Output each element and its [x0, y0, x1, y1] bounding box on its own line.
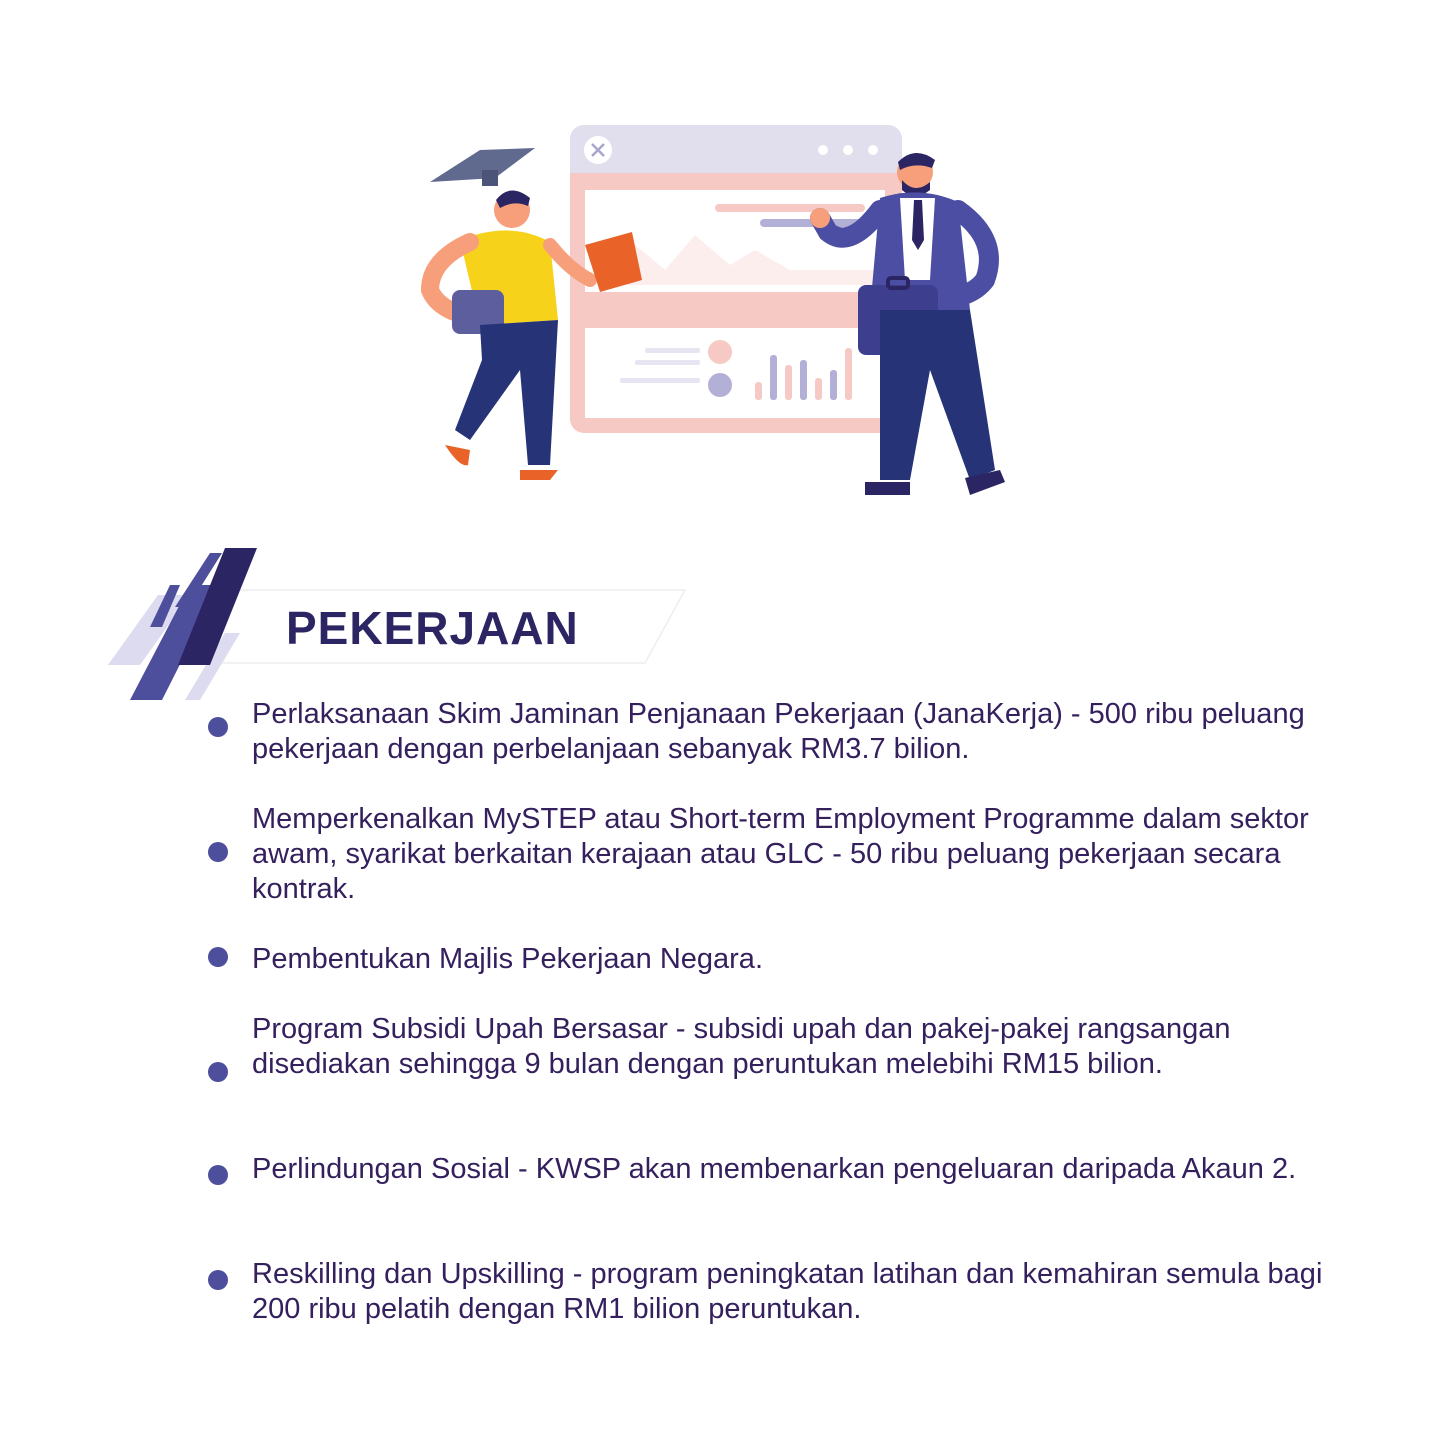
- bullet-icon: [208, 1062, 228, 1082]
- bullet-icon: [208, 842, 228, 862]
- list-item-text: Perlindungan Sosial - KWSP akan membenarkan pengeluaran daripada Akaun 2.: [252, 1153, 1297, 1185]
- list-item-text: Memperkenalkan MySTEP atau Short-term Employment Programme dalam sektor awam, syarikat berkaitan kerajaan atau GLC - 50 ribu peluang pekerjaan secara kontrak.: [252, 803, 1309, 905]
- list-item-text: Pembentukan Majlis Pekerjaan Negara.: [252, 943, 763, 975]
- hero-illustration: [410, 120, 1030, 520]
- employment-illustration: [410, 120, 1030, 520]
- bullet-icon: [208, 947, 228, 967]
- bullet-icon: [208, 1165, 228, 1185]
- list-item-text: Reskilling dan Upskilling - program peningkatan latihan dan kemahiran semula bagi 200 ribu pelatih dengan RM1 bilion peruntukan.: [252, 1258, 1323, 1325]
- bullet-icon: [208, 717, 228, 737]
- list-item-text: Perlaksanaan Skim Jaminan Penjanaan Pekerjaan (JanaKerja) - 500 ribu peluang pekerjaan dengan perbelanjaan sebanyak RM3.7 bilion.: [252, 698, 1305, 765]
- bullet-icon: [208, 1270, 228, 1290]
- list-item-text: Program Subsidi Upah Bersasar - subsidi upah dan pakej-pakej rangsangan disediakan sehingga 9 bulan dengan peruntukan melebihi RM15 bilion.: [252, 1013, 1231, 1080]
- page-title: PEKERJAAN: [286, 602, 579, 654]
- section-heading: [100, 545, 700, 705]
